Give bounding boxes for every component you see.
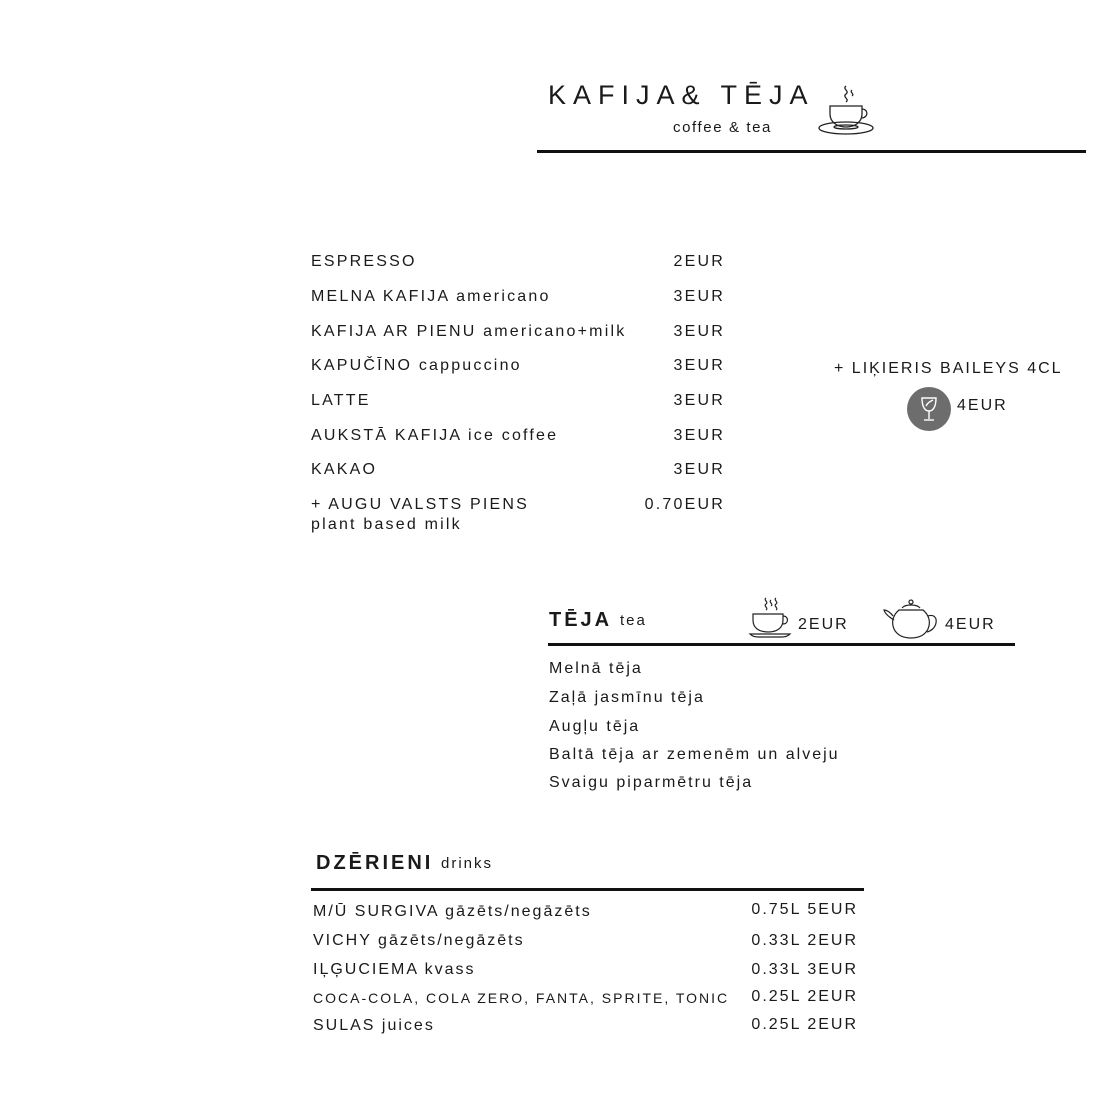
drinks-section-title: DZĒRIENI: [316, 852, 434, 874]
item-name: LATTE: [311, 392, 371, 409]
item-subtitle: plant based milk: [311, 516, 462, 533]
drink-name: IĻĢUCIEMA kvass: [313, 961, 476, 978]
item-price: 3EUR: [673, 461, 725, 478]
item-price: 0.70EUR: [644, 496, 725, 513]
item-name: MELNA KAFIJA americano: [311, 288, 551, 305]
list-item: Zaļā jasmīnu tēja: [549, 689, 705, 706]
tea-cup-price: 2EUR: [798, 616, 849, 633]
drink-price: 0.75L 5EUR: [751, 901, 858, 918]
item-name: KAPUČĪNO cappuccino: [311, 357, 522, 374]
teapot-icon: [882, 598, 940, 640]
tea-cup-icon: [748, 596, 794, 638]
coffee-cup-icon: [816, 80, 876, 140]
tea-divider: [548, 643, 1015, 646]
item-name: + AUGU VALSTS PIENS: [311, 496, 530, 513]
list-item: Baltā tēja ar zemenēm un alveju: [549, 746, 840, 763]
drink-name: SULAS juices: [313, 1017, 435, 1034]
tea-section-title: TĒJA: [549, 609, 613, 631]
item-price: 3EUR: [673, 288, 725, 305]
menu-subtitle: coffee & tea: [673, 119, 772, 136]
item-name: KAFIJA AR PIENU americano+milk: [311, 323, 627, 340]
drinks-divider: [311, 888, 864, 891]
item-price: 3EUR: [673, 427, 725, 444]
item-name: KAKAO: [311, 461, 378, 478]
drink-price: 0.33L 2EUR: [751, 932, 858, 949]
header-divider: [537, 150, 1086, 153]
list-item: Melnā tēja: [549, 660, 643, 677]
item-price: 3EUR: [673, 357, 725, 374]
teapot-price: 4EUR: [945, 616, 996, 633]
addon-label: + LIĶIERIS BAILEYS 4CL: [834, 360, 1063, 377]
item-price: 3EUR: [673, 323, 725, 340]
menu-title: KAFIJA& TĒJA: [548, 80, 815, 110]
drink-name: COCA-COLA, COLA ZERO, FANTA, SPRITE, TONIC: [313, 990, 730, 1006]
item-name: ESPRESSO: [311, 253, 417, 270]
list-item: Svaigu piparmētru tēja: [549, 774, 754, 791]
tea-section-subtitle: tea: [620, 612, 647, 629]
drink-price: 0.33L 3EUR: [751, 961, 858, 978]
item-price: 2EUR: [673, 253, 725, 270]
drinks-section-subtitle: drinks: [441, 855, 494, 872]
item-price: 3EUR: [673, 392, 725, 409]
list-item: Augļu tēja: [549, 718, 641, 735]
drink-name: M/Ū SURGIVA gāzēts/negāzēts: [313, 903, 592, 920]
item-name: AUKSTĀ KAFIJA ice coffee: [311, 427, 559, 444]
drink-name: VICHY gāzēts/negāzēts: [313, 932, 525, 949]
drink-price: 0.25L 2EUR: [751, 988, 858, 1005]
drink-price: 0.25L 2EUR: [751, 1016, 858, 1033]
glass-icon: [907, 387, 951, 431]
addon-price: 4EUR: [957, 397, 1008, 414]
